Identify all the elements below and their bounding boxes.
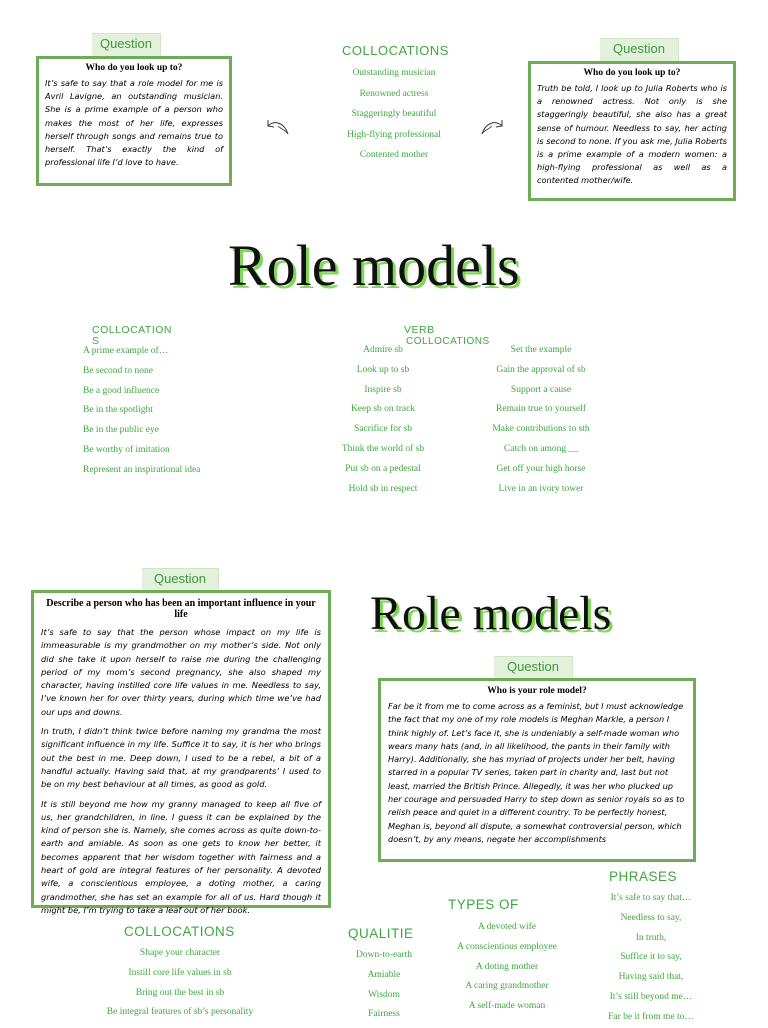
question-title: Who do you look up to? xyxy=(85,63,183,73)
list-item: A conscientious employee xyxy=(457,941,557,952)
list-item: Think the world of sb xyxy=(341,443,425,454)
list-item: Be in the spotlight xyxy=(83,405,153,416)
qualities-heading: QUALITIE xyxy=(348,926,414,941)
list-item: A prime example of… xyxy=(83,346,169,356)
list-item: Get off your high horse xyxy=(496,463,586,474)
list-item: Be integral features of sb’s personality xyxy=(106,1007,254,1018)
answer-text xyxy=(41,626,321,917)
list-item: Having said that, xyxy=(618,972,684,983)
list-item: Staggeringly beautiful xyxy=(351,109,437,120)
list-item: Fairness xyxy=(368,1009,400,1020)
question-tab: Question xyxy=(142,568,219,591)
verb-collocations-heading: VERB xyxy=(404,324,435,336)
list-item: Gain the approval of sb xyxy=(496,364,586,375)
list-item: Sacrifice for sb xyxy=(353,424,413,435)
list-item: A doting mother xyxy=(475,961,539,972)
list-item: Look up to sb xyxy=(356,364,410,375)
question-card-bottom-right xyxy=(378,678,696,862)
answer-text: Truth be told, I look up to Julia Roberts who is a renowned actress. Not only is she staggeringly beautiful, she also has a great sense of humour. Needless to say, her acting is second to none. If you ask me, Julia Roberts is a prime example of a modern women: a high-flying professional as well as a contented mother/wife. xyxy=(537,83,727,186)
answer-text: It’s safe to say that a role model for me is Avril Lavigne, an outstanding musician. She is a prime example of a person who makes the most of her life, expresses herself through songs and remains true to herself. That’s exactly the kind of professional life I’d love to have. xyxy=(45,78,223,168)
list-item: High-flying professional xyxy=(347,129,441,140)
collocations-heading: COLLOCATIONS xyxy=(342,43,449,58)
list-item: Needless to say, xyxy=(620,912,682,923)
curved-arrow-left-icon xyxy=(264,116,290,142)
collocations-list xyxy=(326,63,462,166)
question-tab: Question xyxy=(600,38,679,61)
list-item: Live in an ivory tower xyxy=(498,483,584,494)
list-item: Put sb on a pedestal xyxy=(345,463,421,474)
answer-paragraph: It’s safe to say that the person whose impact on my life is immeasurable is my grandmother on my mother’s side. Not only did she take it upon herself to raise me during the challenging period of my mom’s second pregnancy, she also shaped my character, having instilled core life values in me. Needless to say, I’ve known her for over thirty years, during which time we’ve had our ups and downs. xyxy=(41,627,321,717)
list-item: Instill core life values in sb xyxy=(128,967,232,978)
list-item: Suffice it to say, xyxy=(620,952,682,963)
question-title: Who do you look up to? xyxy=(583,68,681,78)
heading-overflow-text: COLLOCATIONS xyxy=(406,336,490,347)
list-item: A self-made woman xyxy=(468,1001,546,1012)
list-item: It’s still beyond me… xyxy=(609,991,693,1002)
list-item: Keep sb on track xyxy=(350,404,416,415)
list-item: Amiable xyxy=(367,969,401,980)
verb-collocations-col1 xyxy=(320,341,446,499)
list-item: Admire sb xyxy=(363,345,403,355)
list-item: It’s safe to say that… xyxy=(610,893,692,903)
list-item: Represent an inspirational idea xyxy=(83,464,201,475)
list-item: Be a good influence xyxy=(83,385,160,396)
page-title: Role models xyxy=(228,233,520,298)
list-item: Inspire sb xyxy=(364,384,402,395)
qualities-list xyxy=(344,946,424,1025)
list-item: Make contributions to sth xyxy=(492,424,590,435)
question-tab: Question xyxy=(92,33,161,56)
collocations-heading: COLLOCATIONS xyxy=(124,924,235,939)
list-item: Bring out the best in sb xyxy=(135,987,225,998)
phrases-heading: PHRASES xyxy=(609,869,678,884)
list-item: Catch on among __ xyxy=(503,443,579,454)
collocations-list xyxy=(83,342,283,481)
collocations-heading: COLLOCATION xyxy=(92,324,172,336)
answer-paragraph: It is still beyond me how my granny managed to keep all five of us, her grandchildren, in line. I guess it can be explained by the kind of person she is. Namely, she comes across as quite down-to-earth and amiable. As soon as one gets to know her better, it becomes apparent that her wisdom together with fairness and a heart of gold are integral features of her personality. A devoted wife, a conscientious employee, a doting mother, a caring grandmother, she has set an example for all of us. Hard though it might be, I’m trying to take a leaf out of her book. xyxy=(41,798,321,915)
list-item: Wisdom xyxy=(368,989,400,1000)
list-item: Remain true to yourself xyxy=(496,404,586,415)
list-item: Down-to-earth xyxy=(356,950,412,960)
list-item: A devoted wife xyxy=(477,922,537,932)
list-item: Contented mother xyxy=(359,150,429,161)
collocations-list xyxy=(86,944,274,1023)
list-item: Outstanding musician xyxy=(352,68,436,78)
verb-collocations-col2 xyxy=(470,341,612,499)
question-tab: Question xyxy=(494,656,573,679)
list-item: Far be it from me to… xyxy=(608,1011,694,1022)
list-item: Support a cause xyxy=(510,384,572,395)
types-heading: TYPES OF xyxy=(448,897,519,912)
question-card-bottom-left xyxy=(31,590,331,915)
answer-paragraph: In truth, I didn’t think twice before naming my grandma the most significant influence in my life. Suffice it to say, it is her who brings out the best in me. Deep down, I used to be a rebel, a bit of a handful actually. Having said that, at my grandparents’ I used to be on my best behaviour at all times, as good as gold. xyxy=(41,726,321,790)
list-item: A caring grandmother xyxy=(465,981,549,992)
list-item: Set the example xyxy=(510,345,572,355)
question-card-right xyxy=(528,61,736,201)
answer-text: Far be it from me to come across as a feminist, but I must acknowledge the fact that my one of my role models is Meghan Markle, a person I think highly of. Let’s face it, she is undeniably a self-made woman who wears many hats (and, in all likelihood, the pants in their family with Harry). Additionally, she has myriad of projects under her belt, having starred in a popular TV series, taken part in charity and, last but not least, married the British Prince. Allegedly, it was her who plucked up her courage and persuaded Harry to step down as senior royals so as to relish peace and quiet in a different country. To be perfectly honest, Meghan is, beyond all dispute, a somewhat controversial person, which doesn’t, by any means, negate her accomplishments xyxy=(388,701,685,844)
list-item: Be worthy of imitation xyxy=(83,444,170,455)
curved-arrow-right-icon xyxy=(480,116,506,142)
list-item: Hold sb in respect xyxy=(348,483,418,494)
phrases-list xyxy=(596,889,706,1028)
list-item: Shape your character xyxy=(139,948,221,958)
list-item: Be in the public eye xyxy=(83,425,159,436)
list-item: Be second to none xyxy=(83,365,153,376)
types-list xyxy=(444,918,570,1017)
question-title: Who is your role model? xyxy=(487,686,587,696)
question-card-left xyxy=(36,56,232,186)
heading-overflow-text: S xyxy=(92,335,100,347)
list-item: In truth, xyxy=(635,932,667,943)
question-title: Describe a person who has been an important influence in your life xyxy=(46,598,316,620)
list-item: Renowned actress xyxy=(359,88,429,99)
section-title: Role models xyxy=(370,587,612,640)
